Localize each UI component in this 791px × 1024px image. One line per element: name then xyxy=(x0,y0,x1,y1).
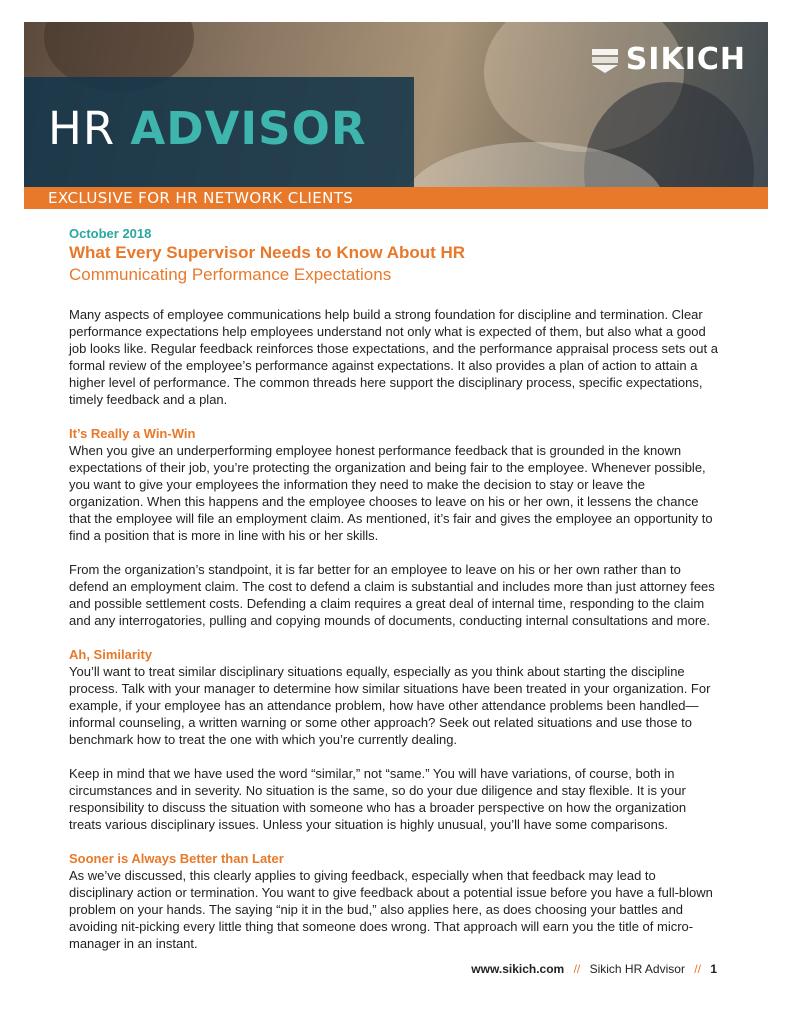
section-heading: Sooner is Always Better than Later xyxy=(69,851,284,866)
article-title: What Every Supervisor Needs to Know About HR xyxy=(69,243,466,262)
title-advisor: ADVISOR xyxy=(130,102,367,155)
section-paragraph: From the organization’s standpoint, it is far better for an employee to leave on his or her own rather than to defend an employment claim. The cost to defend a claim is substantial and includes more than just attorney fees and possible settlement costs. Defending a claim requires a great deal of internal time, responding to the claim and any interrogatories, pulling and copying mounds of documents, conducting internal consultations and more. xyxy=(69,562,715,628)
footer-url[interactable]: www.sikich.com xyxy=(471,962,565,976)
page-number: 1 xyxy=(710,962,717,976)
section-paragraph: When you give an underperforming employee honest performance feedback that is grounded in the known expectations of their job, you’re protecting the organization and being fair to the employee. Whenever possible, you want to give your employees the information they need to make the decision to stay or leave the organization. When this happens and the employee chooses to leave on his or her own, it lessens the chance that the employee will file an employment claim. As mentioned, it’s fair and gives the employee an opportunity to find a position that is more in line with his or her skills. xyxy=(69,443,713,543)
section-paragraph: You’ll want to treat similar disciplinary situations equally, especially as you think about starting the discipline process. Talk with your manager to determine how similar situations have been treated in your organization. For example, if your employee has an attendance problem, how have other attendance problems been handled—informal counseling, a written warning or some other approach? Seek out related situations and use those to benchmark how to treat the one with which you’re currently dealing. xyxy=(69,664,711,747)
section-paragraph: Keep in mind that we have used the word “similar,” not “same.” You will have variations, of course, both in circumstances and in severity. No situation is the same, so do your due diligence and stay flexible. It is your responsibility to discuss the situation with someone who has a broader perspective on how the organization treats various disciplinary issues. Unless your situation is highly unusual, you’ll have some comparisons. xyxy=(69,766,687,832)
page-footer xyxy=(471,962,717,976)
section-heading: Ah, Similarity xyxy=(69,647,153,662)
publication-title xyxy=(48,102,367,155)
footer-separator: // xyxy=(694,962,701,976)
article-subtitle: Communicating Performance Expectations xyxy=(69,265,392,284)
section-heading: It’s Really a Win-Win xyxy=(69,426,196,441)
intro-paragraph: Many aspects of employee communications help build a strong foundation for discipline and termination. Clear performance expectations help employees understand not only what is expected of them, but also what a good job looks like. Regular feedback reinforces those expectations, and the performance appraisal process sets out a formal review of the employee’s performance against expectations. It also provides a plan of action to attain a higher level of performance. The common threads here support the disciplinary process, specific expectations, timely feedback and a plan. xyxy=(69,307,718,407)
article xyxy=(69,226,719,952)
section-paragraph: As we’ve discussed, this clearly applies to giving feedback, especially when that feedback may lead to disciplinary action or termination. You want to give feedback about a potential issue before you have a full-blown problem on your hands. The saying “nip it in the bud,” also applies here, as does choosing your battles and avoiding nit-picking every little thing that someone does wrong. That approach will earn you the title of micro-manager in an instant. xyxy=(69,868,713,951)
logo-wordmark: SIKICH xyxy=(625,42,746,77)
title-hr: HR xyxy=(48,102,116,155)
issue-date: October 2018 xyxy=(69,226,152,241)
footer-separator: // xyxy=(573,962,581,976)
footer-publication: Sikich HR Advisor xyxy=(589,962,685,976)
sikich-logo-icon xyxy=(590,45,620,75)
sikich-logo xyxy=(590,42,746,77)
exclusive-strip xyxy=(24,187,768,209)
exclusive-label: EXCLUSIVE FOR HR NETWORK CLIENTS xyxy=(48,189,354,207)
header-banner xyxy=(24,22,768,209)
